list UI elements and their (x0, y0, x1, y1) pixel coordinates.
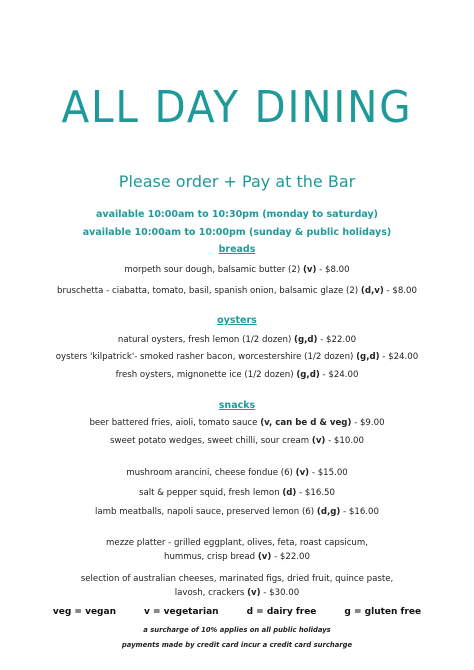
menu-item (0, 507, 474, 517)
menu-item (0, 588, 474, 598)
item-description: oysters 'kilpatrick'- smoked rasher bacon, worcestershire (1/2 dozen) (55, 352, 357, 362)
menu-item (0, 370, 474, 380)
dietary-code: (v) (311, 436, 326, 446)
item-description: beer battered fries, aioli, tomato sauce (89, 418, 261, 428)
menu-item (0, 436, 474, 446)
item-price: - $22.00 (271, 552, 310, 562)
menu-item (0, 352, 474, 362)
item-description: bruschetta - ciabatta, tomato, basil, spanish onion, balsamic glaze (2) (57, 286, 361, 296)
item-description: lamb meatballs, napoli sauce, preserved lemon (6) (95, 507, 317, 517)
item-description: hummus, crisp bread (164, 552, 258, 562)
availability-weekdays: available 10:00am to 10:30pm (monday to saturday) (95, 209, 379, 220)
dietary-code: (v) (247, 588, 261, 598)
section-heading-oysters: oysters (217, 315, 257, 326)
item-price: - $9.00 (351, 418, 385, 428)
dietary-code: (v) (302, 265, 317, 275)
dietary-legend (0, 607, 474, 617)
menu-item (0, 468, 474, 478)
card-surcharge-note: payments made by credit card incur a credit card surcharge (121, 641, 353, 649)
page-title: ALL DAY DINING (61, 82, 413, 133)
item-price: - $24.00 (379, 352, 419, 362)
menu-item (0, 265, 474, 275)
item-price: - $8.00 (316, 265, 350, 275)
dietary-code: (d,v) (360, 286, 384, 296)
item-description: mushroom arancini, cheese fondue (6) (126, 468, 296, 478)
dietary-code: (g,d) (296, 370, 320, 380)
dietary-code: (d) (282, 488, 297, 498)
item-price: - $8.00 (383, 286, 417, 296)
dietary-code: (g,d) (294, 335, 318, 345)
surcharge-note: a surcharge of 10% applies on all public holidays (143, 626, 331, 634)
dietary-code: (v) (257, 552, 272, 562)
menu-item (0, 488, 474, 498)
item-price: - $22.00 (317, 335, 357, 345)
item-price: - $30.00 (260, 588, 300, 598)
page-subtitle: Please order + Pay at the Bar (118, 172, 356, 191)
menu-item-line1: mezze platter - grilled eggplant, olives, feta, roast capsicum, (106, 538, 368, 548)
item-description: morpeth sour dough, balsamic butter (2) (124, 265, 303, 275)
item-description: salt & pepper squid, fresh lemon (138, 488, 283, 498)
item-description: natural oysters, fresh lemon (1/2 dozen) (117, 335, 295, 345)
item-price: - $16.00 (340, 507, 379, 517)
menu-item (0, 286, 474, 296)
menu-item-line1: selection of australian cheeses, marinated figs, dried fruit, quince paste, (80, 574, 394, 584)
legend-vegetarian: v = vegetarian (143, 607, 219, 617)
section-heading-breads: breads (218, 244, 256, 255)
item-price: - $15.00 (309, 468, 348, 478)
item-description: lavosh, crackers (174, 588, 248, 598)
item-price: - $24.00 (319, 370, 359, 380)
item-price: - $10.00 (325, 436, 364, 446)
item-description: sweet potato wedges, sweet chilli, sour cream (110, 436, 312, 446)
dietary-code: (d,g) (316, 507, 341, 517)
item-description: fresh oysters, mignonette ice (1/2 dozen) (115, 370, 297, 380)
legend-dairy-free: d = dairy free (246, 607, 317, 617)
menu-item (0, 552, 474, 562)
dietary-code: (v) (295, 468, 310, 478)
dietary-code: (v, can be d & veg) (260, 418, 352, 428)
availability-sundays: available 10:00am to 10:00pm (sunday & public holidays) (82, 227, 392, 238)
section-heading-snacks: snacks (218, 400, 256, 411)
dietary-code: (g,d) (356, 352, 380, 362)
item-price: - $16.50 (296, 488, 335, 498)
menu-item (0, 335, 474, 345)
legend-vegan: veg = vegan (52, 607, 116, 617)
legend-gluten-free: g = gluten free (344, 607, 422, 617)
menu-item (0, 418, 474, 428)
